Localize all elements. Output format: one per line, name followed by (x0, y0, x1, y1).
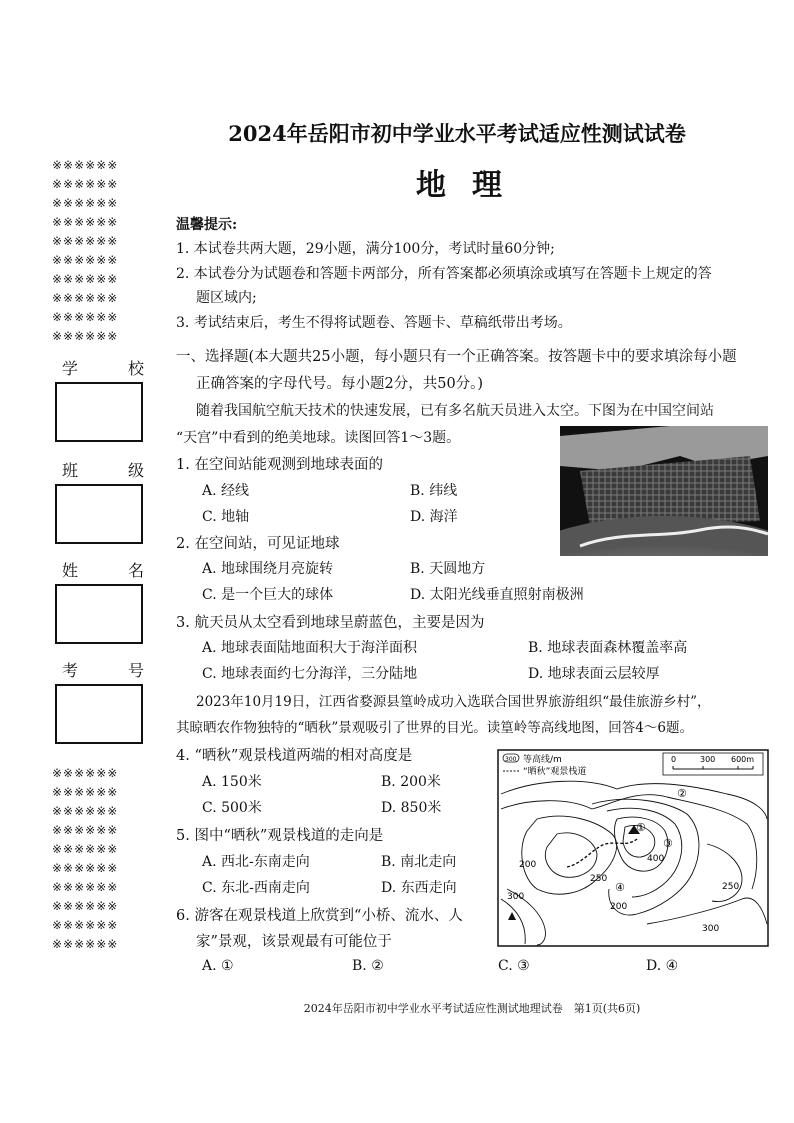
name-box[interactable] (55, 584, 143, 644)
notice-item-1: 1. 本试卷共两大题，29小题，满分100分，考试时量60分钟; (176, 241, 555, 257)
contour-label: 250 (722, 882, 740, 892)
star-row: ※※※※※※ (52, 272, 119, 286)
q1-option-d[interactable]: D. 海洋 (410, 509, 458, 525)
earth-from-space-photo (560, 426, 768, 556)
scale-label-600: 600m (731, 755, 755, 764)
q1-option-a[interactable]: A. 经线 (202, 483, 250, 499)
contour-label: 250 (590, 874, 608, 884)
q3-option-b[interactable]: B. 地球表面森林覆盖率高 (528, 640, 688, 656)
q6-option-c[interactable]: C. ③ (498, 958, 530, 974)
star-row: ※※※※※※ (52, 291, 119, 305)
scale-label-300: 300 (700, 755, 716, 764)
q6-option-b[interactable]: B. ② (352, 958, 384, 974)
star-row: ※※※※※※ (52, 785, 119, 799)
question-2: 2. 在空间站，可见证地球 (176, 536, 340, 552)
intro-text-1: 随着我国航空航天技术的快速发展，已有多名航天员进入太空。下图为在中国空间站 (196, 403, 714, 419)
question-3: 3. 航天员从太空看到地球呈蔚蓝色，主要是因为 (176, 615, 485, 631)
q6-option-a[interactable]: A. ① (202, 958, 234, 974)
q4-option-c[interactable]: C. 500米 (202, 800, 262, 816)
point-label-2: ② (677, 787, 687, 800)
intro-text-1-cont: “天宫”中看到的绝美地球。读图回答1～3题。 (176, 430, 461, 446)
class-box[interactable] (55, 484, 143, 544)
star-row: ※※※※※※ (52, 196, 119, 210)
exam-number-box[interactable] (55, 684, 143, 744)
notice-item-3: 3. 考试结束后，考生不得将试题卷、答题卡、草稿纸带出考场。 (176, 315, 572, 331)
star-row: ※※※※※※ (52, 234, 119, 248)
legend-contour-value: 300 (505, 756, 517, 763)
star-row: ※※※※※※ (52, 329, 119, 343)
notice-heading: 温馨提示: (176, 217, 238, 233)
q4-option-b[interactable]: B. 200米 (381, 774, 441, 790)
star-row: ※※※※※※ (52, 804, 119, 818)
exam-title: 2024年岳阳市初中学业水平考试适应性测试试卷 (228, 121, 686, 146)
page-footer: 2024年岳阳市初中学业水平考试适应性测试地理试卷 第1页(共6页) (303, 1002, 641, 1015)
question-6: 6. 游客在观景栈道上欣赏到“小桥、流水、人 (176, 908, 463, 924)
notice-item-2-cont: 题区域内; (196, 290, 257, 306)
school-label: 学 校 (62, 359, 144, 378)
legend-path-label: “晒秋”观景栈道 (523, 767, 587, 777)
star-row: ※※※※※※ (52, 310, 119, 324)
star-row: ※※※※※※ (52, 899, 119, 913)
star-row: ※※※※※※ (52, 842, 119, 856)
q2-option-d[interactable]: D. 太阳光线垂直照射南极洲 (410, 587, 584, 603)
star-row: ※※※※※※ (52, 177, 119, 191)
q2-option-a[interactable]: A. 地球围绕月亮旋转 (202, 561, 334, 577)
q6-option-d[interactable]: D. ④ (646, 958, 679, 974)
class-label: 班 级 (62, 461, 144, 480)
contour-label: 300 (507, 892, 525, 902)
star-column-bottom (52, 764, 152, 954)
contour-map (497, 749, 769, 947)
q4-option-a[interactable]: A. 150米 (202, 774, 262, 790)
name-label: 姓 名 (62, 561, 144, 580)
star-row: ※※※※※※ (52, 823, 119, 837)
q5-option-b[interactable]: B. 南北走向 (381, 854, 457, 870)
section-heading-cont: 正确答案的字母代号。每小题2分，共50分。) (196, 376, 484, 392)
q5-option-d[interactable]: D. 东西走向 (381, 880, 457, 896)
contour-label: 200 (519, 860, 537, 870)
point-label-1: ① (636, 821, 646, 834)
contour-label: 400 (647, 854, 665, 864)
q2-option-c[interactable]: C. 是一个巨大的球体 (202, 587, 334, 603)
question-4: 4. “晒秋”观景栈道两端的相对高度是 (176, 748, 413, 764)
q3-option-d[interactable]: D. 地球表面云层较厚 (528, 666, 660, 682)
point-label-3: ③ (663, 837, 673, 850)
star-row: ※※※※※※ (52, 253, 119, 267)
map-frame (498, 750, 768, 946)
section-heading: 一、选择题(本大题共25小题，每小题只有一个正确答案。按答题卡中的要求填涂每小题 (176, 349, 737, 365)
question-1: 1. 在空间站能观测到地球表面的 (176, 457, 383, 473)
notice-item-2: 2. 本试卷分为试题卷和答题卡两部分，所有答案都必须填涂或填写在答题卡上规定的答 (176, 266, 712, 282)
q3-option-a[interactable]: A. 地球表面陆地面积大于海洋面积 (202, 640, 418, 656)
question-6-cont: 家”景观，该景观最有可能位于 (196, 934, 392, 950)
q1-option-b[interactable]: B. 纬线 (410, 483, 458, 499)
point-label-4: ④ (615, 881, 625, 894)
star-row: ※※※※※※ (52, 880, 119, 894)
contour-label: 200 (610, 902, 628, 912)
intro-text-2-cont: 其晾晒农作物独特的“晒秋”景观吸引了世界的目光。读篁岭等高线地图，回答4～6题。 (176, 720, 693, 736)
exam-number-label: 考 号 (62, 661, 144, 680)
legend-contour-label: 等高线/m (523, 755, 562, 765)
intro-text-2: 2023年10月19日，江西省婺源县篁岭成功入选联合国世界旅游组织“最佳旅游乡村”， (196, 694, 711, 710)
school-box[interactable] (55, 382, 143, 442)
q5-option-a[interactable]: A. 西北-东南走向 (202, 854, 310, 870)
q5-option-c[interactable]: C. 东北-西南走向 (202, 880, 310, 896)
star-row: ※※※※※※ (52, 215, 119, 229)
q2-option-b[interactable]: B. 天圆地方 (410, 561, 486, 577)
q1-option-c[interactable]: C. 地轴 (202, 509, 250, 525)
star-row: ※※※※※※ (52, 766, 119, 780)
q3-option-c[interactable]: C. 地球表面约七分海洋，三分陆地 (202, 666, 418, 682)
subject-title: 地理 (416, 168, 528, 203)
q4-option-d[interactable]: D. 850米 (381, 800, 442, 816)
question-5: 5. 图中“晒秋”观景栈道的走向是 (176, 828, 384, 844)
contour-label: 300 (702, 924, 720, 934)
star-row: ※※※※※※ (52, 937, 119, 951)
star-row: ※※※※※※ (52, 861, 119, 875)
star-row: ※※※※※※ (52, 158, 119, 172)
scale-label-0: 0 (671, 755, 677, 764)
star-row: ※※※※※※ (52, 918, 119, 932)
